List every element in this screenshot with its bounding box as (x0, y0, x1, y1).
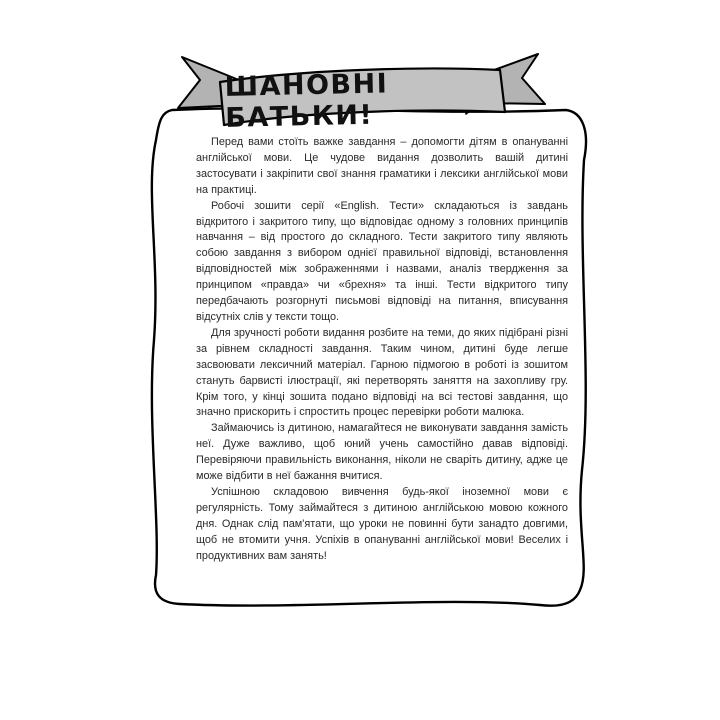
paragraph: Перед вами стоїть важке завдання – допомогти дітям в опануванні англійської мови. Це чудове видання дозволить вашій дитині застосувати і закріпити свої знання граматики і лексики англійської мови на практиці. (196, 136, 568, 196)
paragraph: Робочі зошити серії «English. Тести» складаються із завдань відкритого і закритого типу, що відповідає одному з головних принципів навчання – від простого до складного. Тести закритого типу являють собою завдання з вибором однієї правильної відповіді, встановлення відповідностей між зображеннями і назвами, аналіз твердження за принципом «правда» чи «брехня» та інші. Тести відкритого типу передбачають розгорнуті письмові відповіді на питання, вписування відсутніх слів у тексти тощо. (196, 199, 568, 323)
paragraph: Займаючись із дитиною, намагайтеся не виконувати завдання замість неї. Дуже важливо, щоб юний учень самостійно давав відповіді. Перевіряючи правильність виконання, ніколи не сваріть дитину, адже це може відбити в неї бажання вчитися. (196, 422, 568, 483)
letter-body (196, 135, 568, 564)
paragraph: Для зручності роботи видання розбите на теми, до яких підібрані різні за рівнем складності завдання. Таким чином, дитині буде легше засвоювати лексичний матеріал. Гарною підмогою в роботі із зошитом стануть барвисті ілюстрації, які перетворять заняття на захопливу гру. Крім того, у кінці зошита подано відповіді на всі тестові завдання, що значно прискорить і спростить процес перевірки роботи малюка. (196, 326, 568, 419)
banner-title: ШАНОВНІ БАТЬКИ! (224, 68, 389, 134)
paragraph: Успішною складовою вивчення будь-якої іноземної мови є регулярність. Тому займайтеся з дитиною англійською мовою кожного дня. Однак слід пам'ятати, що уроки не повинні бути занадто довгими, щоб не втомити учня. Успіхів в опануванні англійської мови! Веселих і продуктивних вам занять! (196, 485, 568, 562)
